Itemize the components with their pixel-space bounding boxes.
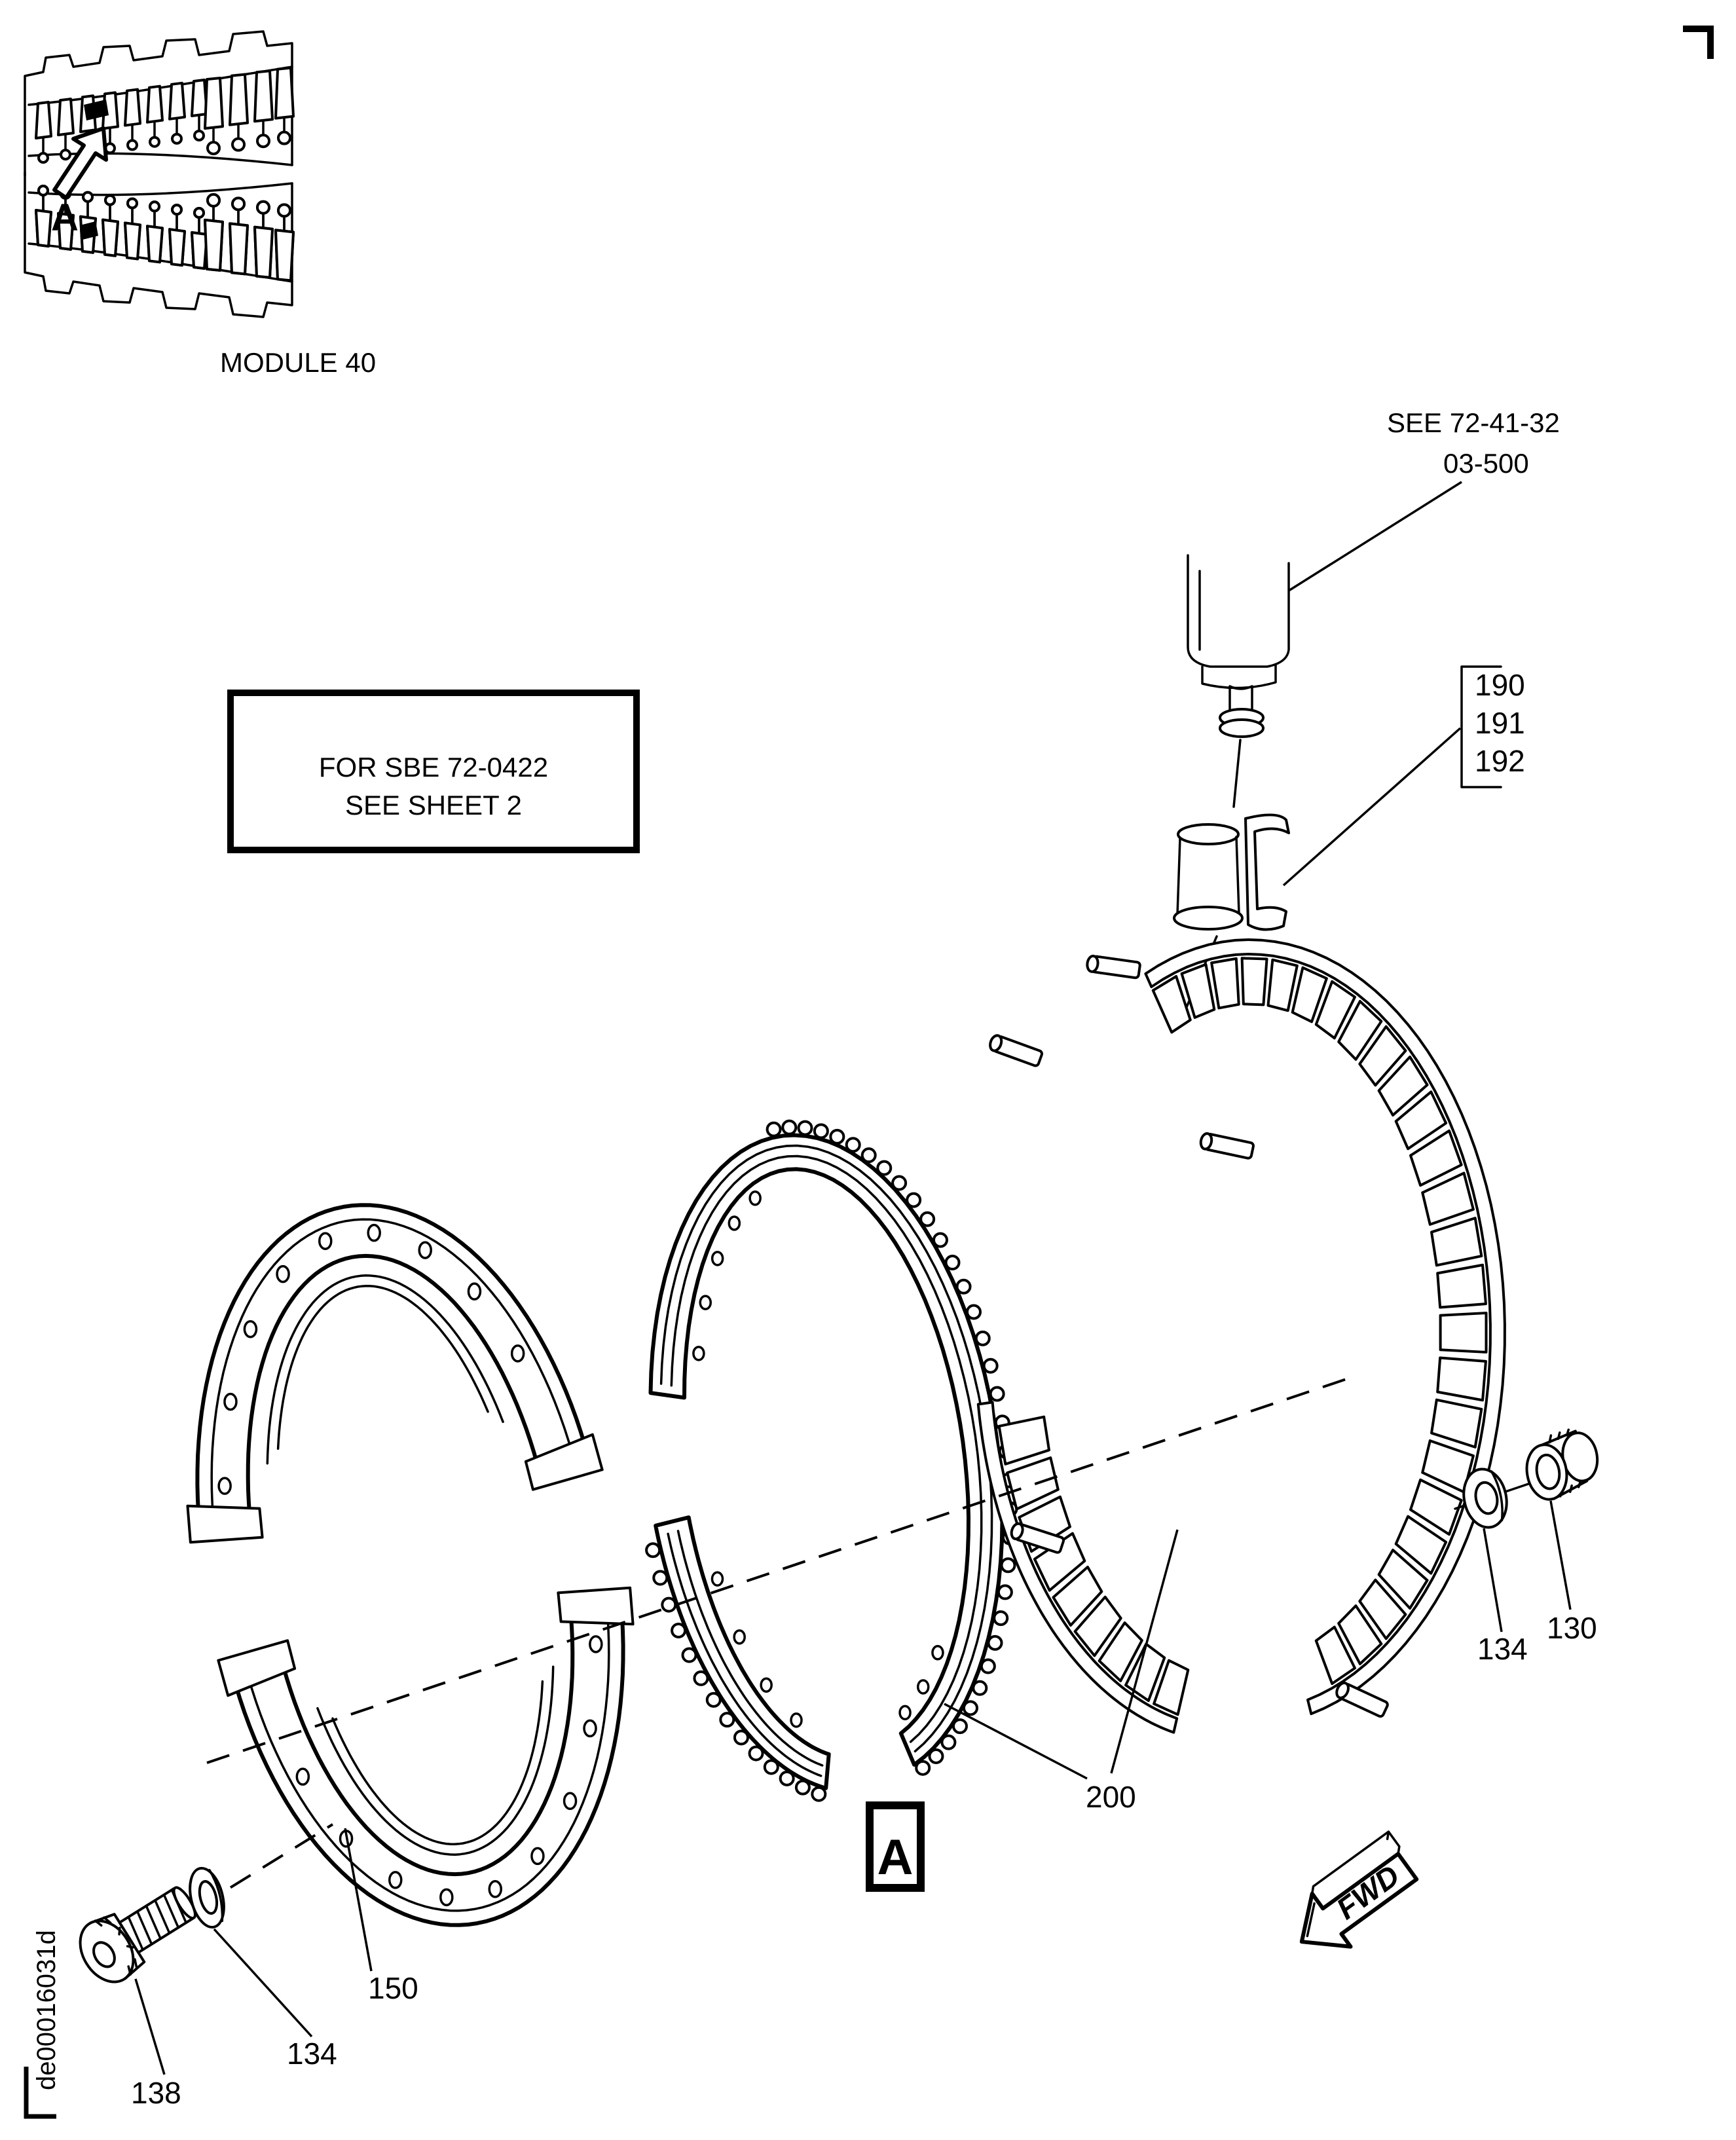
assembly-centerline-1 (1234, 740, 1240, 807)
blade (276, 68, 293, 119)
blade (255, 227, 272, 278)
scallop-serration (765, 1760, 778, 1773)
seal-ring-hole (712, 1252, 723, 1265)
detail-a-arrow-icon (54, 128, 106, 198)
fwd-arrow (1280, 1832, 1430, 1968)
callout-192: 192 (1475, 744, 1525, 778)
blade (170, 229, 185, 265)
fwd-label: FWD (1330, 1858, 1406, 1927)
scallop-serration (735, 1731, 748, 1744)
scallop-serration (707, 1693, 720, 1706)
cylinder-flange (1202, 665, 1276, 688)
blade (36, 102, 51, 138)
scallop-serration (994, 1612, 1007, 1625)
callout-134-front: 134 (287, 2037, 337, 2071)
scallop-serration (946, 1256, 959, 1269)
seal-ring-hole (700, 1296, 711, 1309)
blade (230, 75, 248, 125)
seal-ring-hole (933, 1646, 943, 1659)
scallop-serration (683, 1649, 696, 1662)
seal-ring-piece (656, 1517, 828, 1788)
callout-190: 190 (1475, 668, 1525, 702)
scallop-serration (646, 1543, 659, 1557)
scallop-serration (967, 1305, 980, 1318)
blade-root (105, 196, 115, 205)
blade (147, 86, 162, 122)
scallop-serration (672, 1624, 685, 1637)
blade-root (128, 141, 137, 150)
scallop-serration (830, 1130, 843, 1143)
scallop-serration (976, 1332, 989, 1345)
scallop-serration (893, 1177, 906, 1190)
cross-ref-leader-line (1289, 482, 1462, 591)
vane-segment (1441, 1313, 1487, 1352)
blade-root (83, 193, 92, 202)
note-box-line1: FOR SBE 72-0422 (318, 752, 549, 783)
scallop-serration (815, 1124, 828, 1137)
blade-root (257, 135, 269, 147)
scallop-serration (877, 1162, 891, 1175)
scallop-serration (781, 1772, 794, 1785)
note-box (231, 693, 637, 850)
blade-root (232, 139, 244, 151)
blade (276, 230, 293, 280)
cross-ref-line2: 03-500 (1443, 448, 1529, 479)
locating-pin (1086, 955, 1141, 978)
seal-ring-hole (693, 1347, 704, 1360)
scallop-serration (934, 1234, 947, 1247)
blade-root (232, 198, 244, 210)
blade-root (194, 208, 204, 217)
scallop-serration (916, 1762, 929, 1775)
seal-ring-hole (729, 1217, 739, 1230)
blade (255, 71, 272, 121)
page-corner-mark-top-right (1683, 29, 1710, 59)
seal-ring-hole (900, 1706, 910, 1719)
seal-ring-hole (791, 1714, 802, 1727)
leader-138 (136, 1979, 164, 2075)
saddle-left-body (1177, 837, 1239, 914)
seal-ring-hole (734, 1631, 745, 1644)
blade (147, 226, 162, 262)
saddle-left-bottom (1174, 907, 1242, 929)
note-box-line2: SEE SHEET 2 (344, 790, 523, 821)
inset-detail-letter: A (51, 196, 79, 239)
split-flange-tab (558, 1588, 633, 1624)
bolt-138 (69, 1872, 207, 1992)
scallop-serration (720, 1713, 733, 1726)
blade (205, 78, 223, 128)
scallop-serration (973, 1682, 986, 1695)
blade (58, 99, 73, 135)
ring-assemblies (187, 940, 1504, 1925)
engine-module-inset (25, 31, 376, 378)
pin-end (1086, 955, 1099, 972)
split-flange-tab (187, 1506, 262, 1542)
seal-ring-hole (750, 1192, 760, 1205)
leader-200-left (944, 1704, 1087, 1779)
vane-segment (1268, 960, 1297, 1011)
blade (125, 223, 140, 259)
pin-body (1092, 956, 1141, 978)
scallop-serration (953, 1720, 967, 1733)
blade (36, 210, 51, 246)
cross-ref-line1: SEE 72-41-32 (1387, 407, 1560, 438)
leader-130 (1551, 1501, 1570, 1610)
callout-138: 138 (131, 2076, 181, 2110)
scallop-serration (767, 1123, 781, 1136)
blade (125, 90, 140, 126)
module-caption: MODULE 40 (220, 347, 377, 378)
callout-191: 191 (1475, 706, 1525, 740)
blade-root (172, 134, 181, 143)
scallop-serration (964, 1701, 977, 1714)
plug-pin-collar-lower (1220, 720, 1263, 737)
group-callout-bracket (1284, 667, 1525, 885)
locating-pin (1200, 1132, 1254, 1158)
blade-root (208, 194, 219, 206)
scallop-serration (991, 1388, 1004, 1401)
vane-segment (1431, 1218, 1481, 1265)
scallop-serration (862, 1149, 876, 1162)
engine-blade-rows (36, 68, 293, 162)
blade-root (150, 138, 159, 147)
locating-pin (988, 1034, 1043, 1067)
scallop-serration (982, 1660, 995, 1673)
callout-150: 150 (368, 1971, 418, 2005)
scallop-serration (812, 1788, 825, 1801)
scallop-serration (654, 1572, 667, 1585)
blade-root (194, 131, 204, 140)
vane-segment (1242, 958, 1267, 1005)
scallop-serration (957, 1280, 970, 1293)
cylinder-body (1188, 555, 1289, 667)
scallop-serration (796, 1781, 809, 1794)
scallop-serration (1001, 1559, 1014, 1572)
scallop-serration (694, 1672, 707, 1685)
scallop-serration (929, 1750, 942, 1763)
blade-root (278, 204, 290, 216)
blade (103, 220, 118, 256)
drawing-number-text: de00016031d (32, 1930, 61, 2090)
case-ring-inner-cone (278, 1286, 488, 1449)
blade-root (257, 202, 269, 213)
scallop-serration (798, 1122, 811, 1135)
callout-200: 200 (1086, 1780, 1136, 1814)
seal-ring-hole (918, 1680, 929, 1693)
plug-130 (1521, 1426, 1603, 1503)
blade (205, 220, 223, 270)
blade-root (39, 186, 48, 195)
blade (170, 83, 185, 119)
case-ring-inner-cone (333, 1682, 543, 1845)
scallop-serration (662, 1598, 675, 1612)
scallop-serration (847, 1138, 860, 1151)
vane-segment (1431, 1400, 1481, 1447)
vane-segment (1437, 1358, 1486, 1401)
vane-segment (999, 1417, 1049, 1464)
blade-root (61, 150, 70, 159)
blade-root (172, 205, 181, 214)
detail-a-box (870, 1805, 921, 1888)
group-callout-leader (1284, 728, 1460, 885)
blade-root (208, 142, 219, 154)
vane-segment (1437, 1265, 1486, 1308)
seal-ring-hole (712, 1572, 722, 1585)
scallop-serration (783, 1121, 796, 1134)
blade (230, 223, 248, 274)
cross-reference-callout (1289, 407, 1560, 591)
scallop-serration (999, 1585, 1012, 1598)
seal-ring-hole (761, 1678, 771, 1691)
blade-root (39, 153, 48, 162)
plug-pin (1230, 686, 1252, 711)
blade-root (150, 202, 159, 211)
saddle-right-clamp (1246, 815, 1289, 929)
scallop-serration (921, 1213, 934, 1226)
scallop-serration (942, 1736, 955, 1749)
scallop-serration (984, 1359, 997, 1373)
scallop-serration (750, 1747, 763, 1760)
blade-root (128, 198, 137, 208)
detail-box-letter: A (877, 1830, 914, 1885)
vane-segment (1211, 959, 1239, 1008)
scallop-serration (989, 1636, 1002, 1650)
scallop-serration (907, 1194, 920, 1207)
leader-134-rear (1484, 1528, 1502, 1632)
leader-134-front (214, 1929, 312, 2037)
callout-130: 130 (1547, 1611, 1597, 1645)
callout-134-rear: 134 (1477, 1632, 1528, 1666)
saddle-left-top (1178, 824, 1238, 844)
blade-root (278, 132, 290, 144)
